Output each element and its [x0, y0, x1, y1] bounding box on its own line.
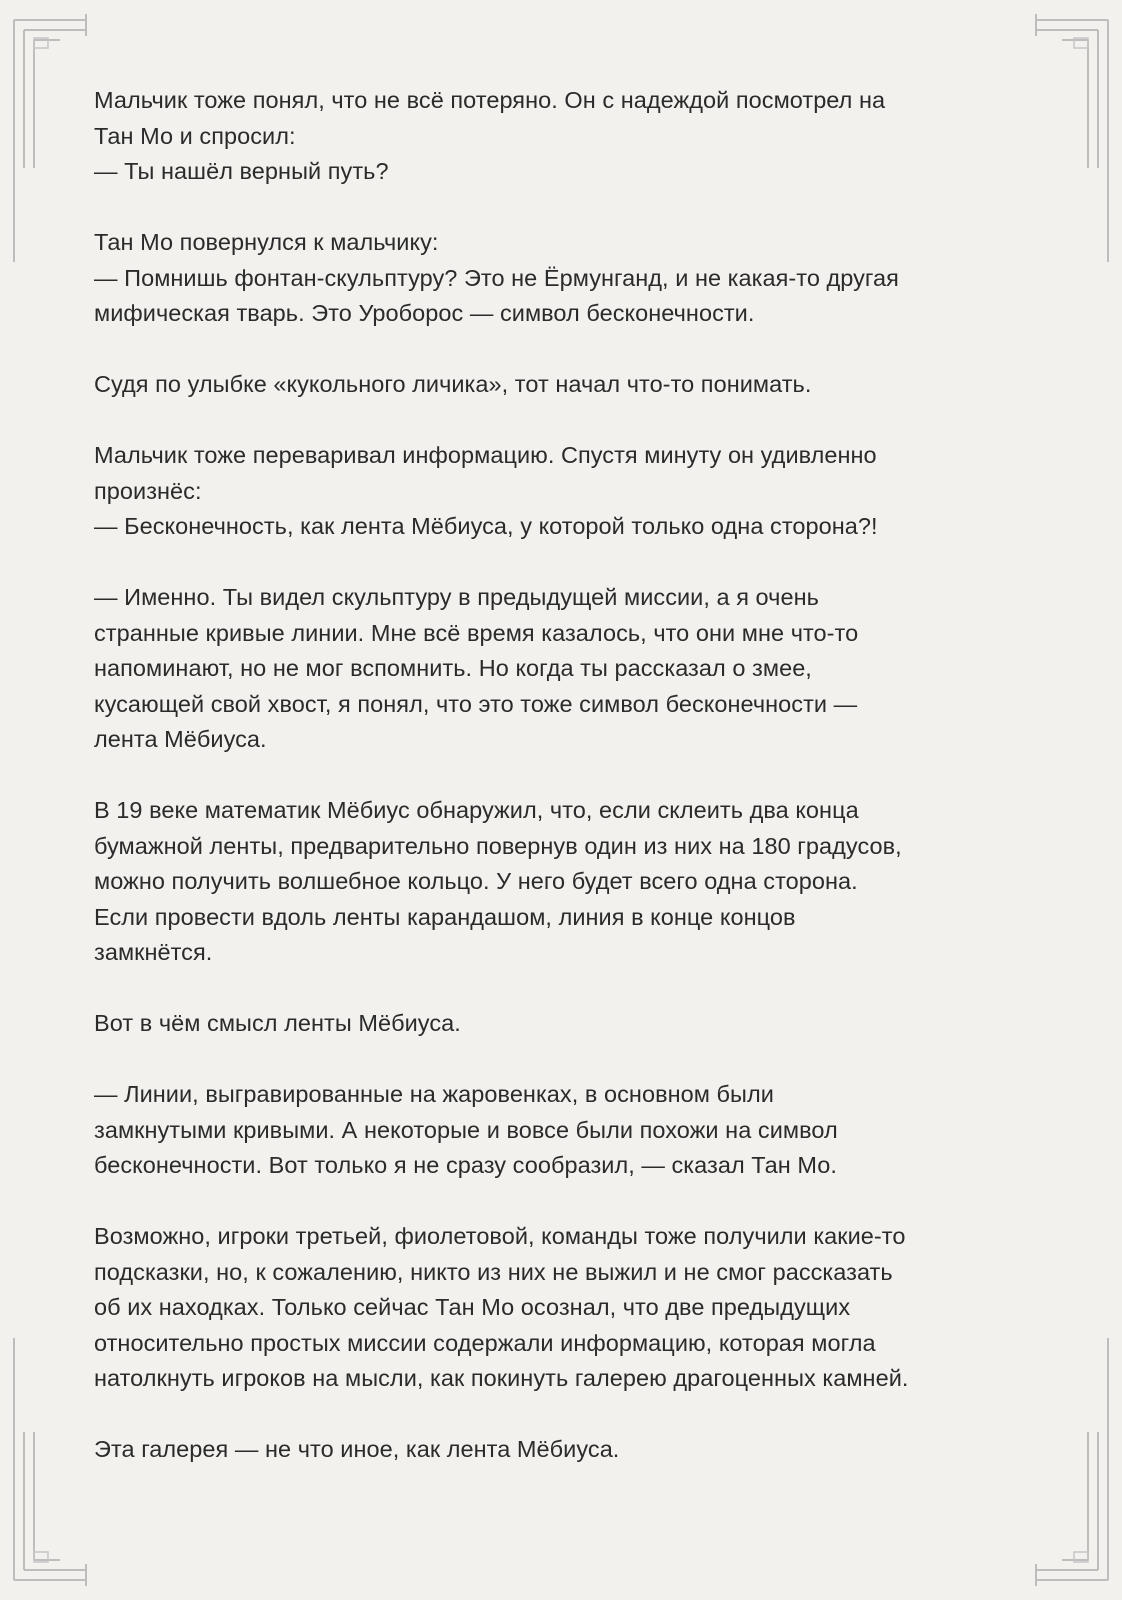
paragraph: [94, 367, 1034, 403]
text-line: Если провести вдоль ленты карандашом, линия в конце концов: [94, 903, 796, 930]
text-line: Судя по улыбке «кукольного личика», тот начал что-то понимать.: [94, 371, 812, 397]
text-line: Тан Мо повернулся к мальчику:: [94, 229, 439, 255]
paragraph: [94, 580, 1034, 758]
text-line: лента Мёбиуса.: [94, 726, 267, 752]
text-line: мифическая тварь. Это Уроборос — символ бесконечности.: [94, 300, 755, 326]
text-line: — Бесконечность, как лента Мёбиуса, у которой только одна сторона?!: [94, 513, 878, 539]
text-line: замкнутыми кривыми. А некоторые и вовсе были похожи на символ: [94, 1116, 838, 1143]
text-line: кусающей свой хвост, я понял, что это тоже символ бесконечности —: [94, 690, 858, 717]
text-line: Мальчик тоже понял, что не всё потеряно. Он с надеждой посмотрел на: [94, 87, 886, 113]
text-line: — Ты нашёл верный путь?: [94, 158, 389, 184]
text-line: замкнётся.: [94, 939, 213, 965]
paragraph: [94, 225, 1034, 332]
paragraph: [94, 1077, 1034, 1184]
text-line: Мальчик тоже переваривал информацию. Спустя минуту он удивленно: [94, 442, 877, 468]
text-line: Возможно, игроки третьей, фиолетовой, команды тоже получили какие-то: [94, 1223, 906, 1249]
text-line: натолкнуть игроков на мысли, как покинуть галерею драгоценных камней.: [94, 1365, 909, 1391]
paragraph: [94, 1432, 1034, 1468]
text-line: — Именно. Ты видел скульптуру в предыдущей миссии, а я очень: [94, 584, 819, 610]
paragraph: [94, 438, 1034, 545]
text-line: относительно простых миссии содержали информацию, которая могла: [94, 1329, 876, 1356]
text-line: произнёс:: [94, 477, 202, 504]
paragraph: [94, 1006, 1034, 1042]
text-line: странные кривые линии. Мне всё время казалось, что они мне что-то: [94, 619, 859, 646]
text-line: — Линии, выгравированные на жаровенках, в основном были: [94, 1081, 774, 1107]
text-line: можно получить волшебное кольцо. У него будет всего одна сторона.: [94, 868, 858, 894]
document-text: [94, 83, 1034, 1503]
paragraph: [94, 83, 1034, 190]
text-line: бумажной ленты, предварительно повернув один из них на 180 градусов,: [94, 832, 902, 859]
text-line: — Помнишь фонтан-скульптуру? Это не Ёрмунганд, и не какая-то другая: [94, 264, 899, 291]
text-line: об их находках. Только сейчас Тан Мо осознал, что две предыдущих: [94, 1294, 851, 1320]
paragraph: [94, 793, 1034, 971]
text-line: Вот в чём смысл ленты Мёбиуса.: [94, 1010, 461, 1036]
text-line: напоминают, но не мог вспомнить. Но когда ты рассказал о змее,: [94, 655, 812, 681]
text-line: Тан Мо и спросил:: [94, 122, 296, 149]
text-line: подсказки, но, к сожалению, никто из них не выжил и не смог рассказать: [94, 1258, 893, 1285]
text-line: В 19 веке математик Мёбиус обнаружил, что, если склеить два конца: [94, 797, 859, 823]
text-line: бесконечности. Вот только я не сразу сообразил, — сказал Тан Мо.: [94, 1152, 837, 1178]
text-line: Эта галерея — не что иное, как лента Мёбиуса.: [94, 1436, 620, 1462]
paragraph: [94, 1219, 1034, 1397]
